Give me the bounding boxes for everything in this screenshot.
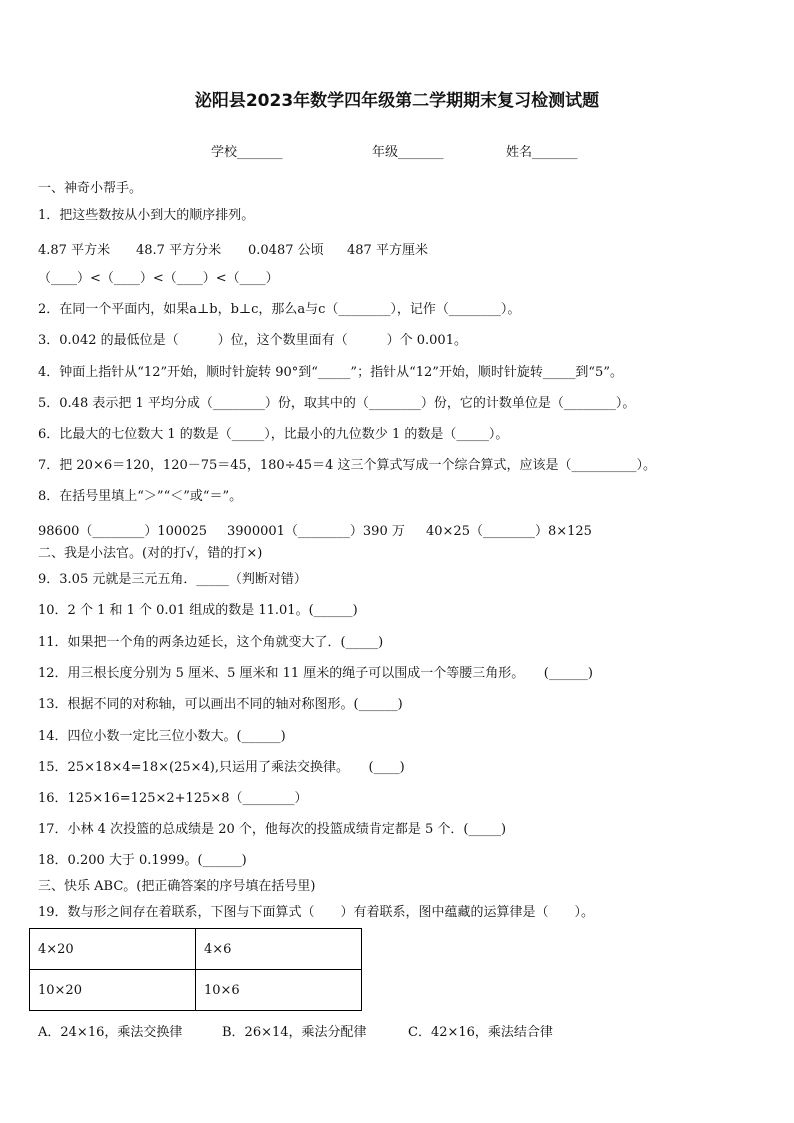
q1-item: 0.0487 公顷 [248,243,324,258]
q1-blanks: （____）<（____）<（____）<（____） [38,271,279,286]
question-16: 16．125×16=125×2+125×8（________） [38,791,308,806]
question-5: 5．0.48 表示把 1 平均分成（________）份，取其中的（________）份，它的计数单位是（________）。 [38,396,636,411]
q19-option-c: C．42×16，乘法结合律 [408,1025,553,1040]
section-1-heading: 一、神奇小帮手。 [38,181,143,196]
q19-cell: 4×20 [30,929,196,970]
q19-option-b: B．26×14，乘法分配律 [222,1025,367,1040]
q19-option-a: A．24×16，乘法交换律 [38,1025,183,1040]
question-9: 9．3.05 元就是三元五角．_____（判断对错） [38,572,307,587]
question-2: 2．在同一个平面内，如果a⊥b，b⊥c，那么a与c（________），记作（________）。 [38,302,521,317]
q8-item: 98600（________）100025 [38,524,207,539]
question-8: 8．在括号里填上“＞”“＜”或“＝”。 [38,489,243,504]
school-field: 学校_______ [211,145,283,160]
page-title: 泌阳县2023年数学四年级第二学期期末复习检测试题 [194,91,600,111]
question-14: 14．四位小数一定比三位小数大。(______) [38,729,286,744]
q19-grid-table [29,928,362,1011]
question-1: 1．把这些数按从小到大的顺序排列。 [38,208,255,223]
question-11: 11．如果把一个角的两条边延长，这个角就变大了．(_____) [38,635,384,650]
name-field: 姓名_______ [506,145,578,160]
question-13: 13．根据不同的对称轴，可以画出不同的轴对称图形。(______) [38,697,403,712]
question-17: 17．小林 4 次投篮的总成绩是 20 个，他每次的投篮成绩肯定都是 5 个．(_____) [38,822,507,837]
question-3: 3．0.042 的最低位是（ ）位，这个数里面有（ ）个 0.001。 [38,333,467,348]
q19-cell: 10×6 [196,970,362,1011]
question-15: 15．25×18×4=18×(25×4),只运用了乘法交换律。 (____) [38,760,405,775]
grade-field: 年级_______ [372,145,444,160]
question-19: 19．数与形之间存在着联系，下图与下面算式（ ）有着联系，图中蕴藏的运算律是（ ）。 [38,905,595,920]
q8-item: 40×25（________）8×125 [426,524,592,539]
section-2-heading: 二、我是小法官。(对的打√，错的打×) [38,546,263,561]
q1-item: 48.7 平方分米 [136,243,222,258]
question-18: 18．0.200 大于 0.1999。(______) [38,853,247,868]
q8-item: 3900001（________）390 万 [227,524,405,539]
section-3-heading: 三、快乐 ABC。(把正确答案的序号填在括号里) [38,879,316,894]
q1-item: 487 平方厘米 [347,243,428,258]
q19-cell: 10×20 [30,970,196,1011]
question-12: 12．用三根长度分别为 5 厘米、5 厘米和 11 厘米的绳子可以围成一个等腰三角形。 (______) [38,666,593,681]
q19-cell: 4×6 [196,929,362,970]
question-7: 7．把 20×6＝120，120－75＝45，180÷45＝4 这三个算式写成一个综合算式，应该是（__________）。 [38,458,656,473]
question-4: 4．钟面上指针从“12”开始，顺时针旋转 90°到“_____”；指针从“12”开始，顺时针旋转_____到“5”。 [38,365,623,380]
question-6: 6．比最大的七位数大 1 的数是（_____），比最小的九位数少 1 的数是（_____）。 [38,427,509,442]
q1-item: 4.87 平方米 [38,243,111,258]
question-10: 10．2 个 1 和 1 个 0.01 组成的数是 11.01。(______) [38,603,358,618]
